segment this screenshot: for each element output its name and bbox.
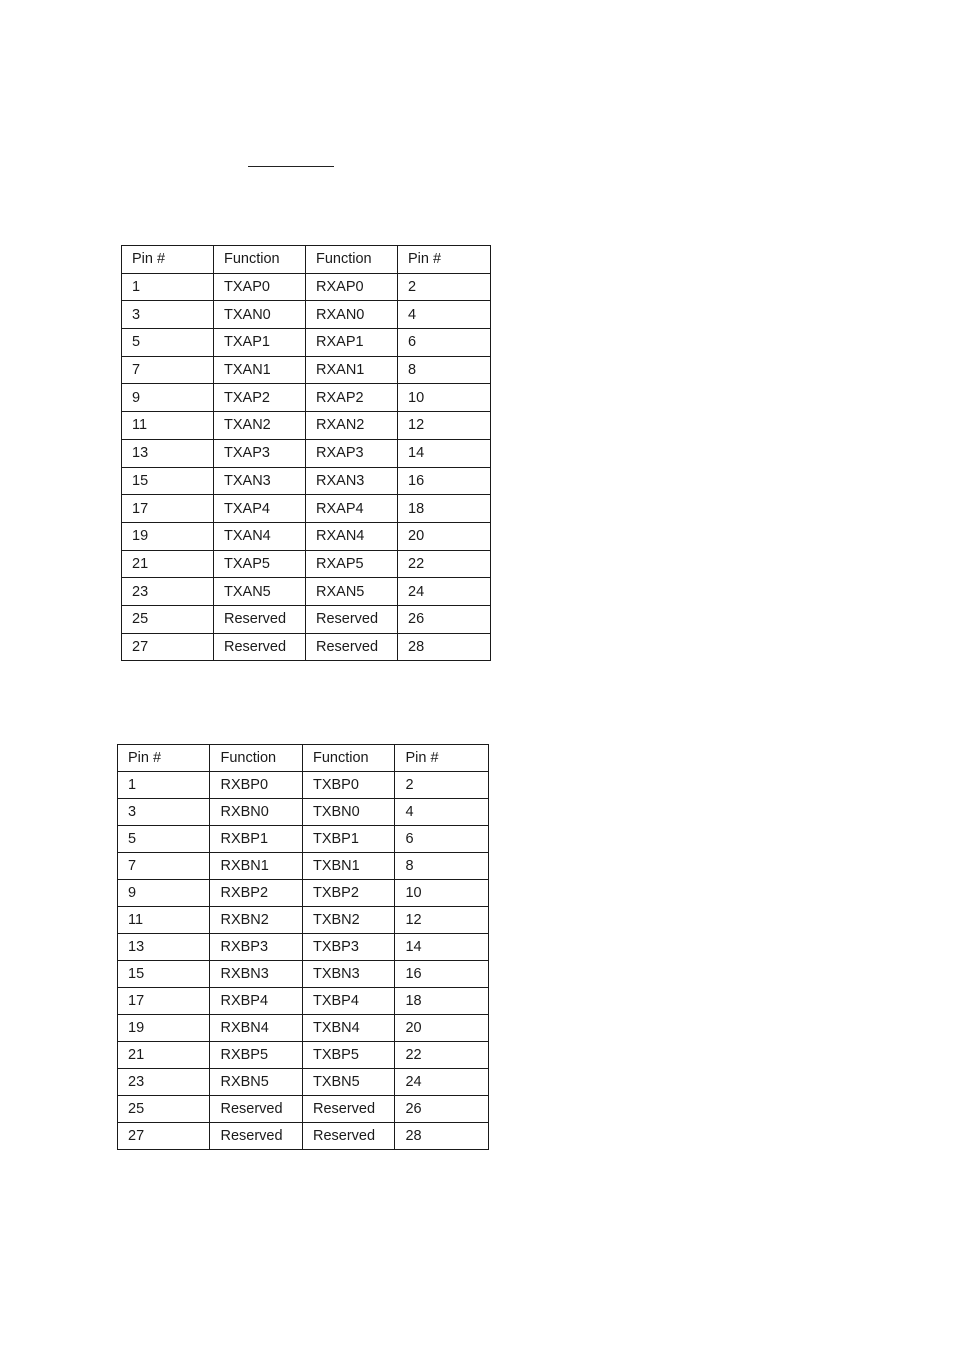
table-header-row xyxy=(122,246,491,274)
table-header-row xyxy=(118,745,489,772)
pin-number-cell: 25 xyxy=(122,605,214,633)
function-cell: RXBP0 xyxy=(210,772,302,799)
function-cell: RXAN5 xyxy=(306,578,398,606)
column-header: Pin # xyxy=(118,745,210,772)
table-row xyxy=(122,301,491,329)
table-row xyxy=(122,412,491,440)
pin-number-cell: 20 xyxy=(395,1015,489,1042)
column-header: Function xyxy=(210,745,302,772)
function-cell: RXBN1 xyxy=(210,853,302,880)
function-cell: RXAP2 xyxy=(306,384,398,412)
function-cell: TXAN1 xyxy=(214,356,306,384)
function-cell: RXAN2 xyxy=(306,412,398,440)
table-row xyxy=(122,467,491,495)
pin-number-cell: 7 xyxy=(122,356,214,384)
pin-number-cell: 24 xyxy=(398,578,491,606)
column-header: Pin # xyxy=(122,246,214,274)
pin-number-cell: 16 xyxy=(398,467,491,495)
column-header: Function xyxy=(214,246,306,274)
function-cell: TXBP0 xyxy=(302,772,394,799)
pin-number-cell: 1 xyxy=(122,273,214,301)
function-cell: TXAP3 xyxy=(214,439,306,467)
pin-number-cell: 8 xyxy=(398,356,491,384)
function-cell: RXBP3 xyxy=(210,934,302,961)
function-cell: RXBN2 xyxy=(210,907,302,934)
table-row xyxy=(118,907,489,934)
pin-number-cell: 12 xyxy=(395,907,489,934)
pin-number-cell: 20 xyxy=(398,522,491,550)
pin-table-a xyxy=(121,245,491,661)
column-header: Function xyxy=(306,246,398,274)
function-cell: TXBN1 xyxy=(302,853,394,880)
function-cell: RXBP1 xyxy=(210,826,302,853)
function-cell: Reserved xyxy=(302,1123,394,1150)
function-cell: TXAP1 xyxy=(214,329,306,357)
pin-number-cell: 14 xyxy=(395,934,489,961)
function-cell: RXBN4 xyxy=(210,1015,302,1042)
function-cell: Reserved xyxy=(214,605,306,633)
function-cell: TXBP3 xyxy=(302,934,394,961)
table-row xyxy=(122,356,491,384)
function-cell: RXBP5 xyxy=(210,1042,302,1069)
table-row xyxy=(122,384,491,412)
table-row xyxy=(118,1096,489,1123)
function-cell: RXAP0 xyxy=(306,273,398,301)
column-header: Pin # xyxy=(395,745,489,772)
function-cell: TXBN3 xyxy=(302,961,394,988)
pin-number-cell: 11 xyxy=(118,907,210,934)
function-cell: Reserved xyxy=(306,633,398,661)
pin-number-cell: 5 xyxy=(122,329,214,357)
function-cell: RXAP5 xyxy=(306,550,398,578)
pin-number-cell: 5 xyxy=(118,826,210,853)
pin-number-cell: 13 xyxy=(118,934,210,961)
pin-number-cell: 28 xyxy=(398,633,491,661)
function-cell: TXAN5 xyxy=(214,578,306,606)
pin-number-cell: 12 xyxy=(398,412,491,440)
table-row xyxy=(118,961,489,988)
function-cell: TXBN4 xyxy=(302,1015,394,1042)
table-row xyxy=(118,1042,489,1069)
pin-number-cell: 21 xyxy=(118,1042,210,1069)
pin-number-cell: 23 xyxy=(122,578,214,606)
function-cell: RXAN3 xyxy=(306,467,398,495)
pin-table-a-body xyxy=(122,246,491,661)
pin-number-cell: 23 xyxy=(118,1069,210,1096)
function-cell: TXBN5 xyxy=(302,1069,394,1096)
pin-number-cell: 8 xyxy=(395,853,489,880)
table-row xyxy=(118,799,489,826)
function-cell: TXAN3 xyxy=(214,467,306,495)
table-row xyxy=(122,273,491,301)
table-row xyxy=(122,522,491,550)
function-cell: TXAN0 xyxy=(214,301,306,329)
function-cell: Reserved xyxy=(210,1096,302,1123)
function-cell: RXAP1 xyxy=(306,329,398,357)
pin-number-cell: 26 xyxy=(398,605,491,633)
table-row xyxy=(122,495,491,523)
column-header: Function xyxy=(302,745,394,772)
table-row xyxy=(118,1015,489,1042)
function-cell: RXBN3 xyxy=(210,961,302,988)
pin-number-cell: 11 xyxy=(122,412,214,440)
function-cell: TXAN2 xyxy=(214,412,306,440)
function-cell: RXAN1 xyxy=(306,356,398,384)
table-row xyxy=(122,550,491,578)
function-cell: TXAP2 xyxy=(214,384,306,412)
heading-underline xyxy=(248,166,334,167)
function-cell: RXAN0 xyxy=(306,301,398,329)
table-row xyxy=(122,329,491,357)
function-cell: TXBP4 xyxy=(302,988,394,1015)
table-row xyxy=(118,772,489,799)
table-row xyxy=(118,853,489,880)
pin-number-cell: 27 xyxy=(122,633,214,661)
pin-table-b-body xyxy=(118,745,489,1150)
table-row xyxy=(118,1069,489,1096)
table-row xyxy=(122,633,491,661)
table-row xyxy=(118,1123,489,1150)
function-cell: Reserved xyxy=(214,633,306,661)
function-cell: RXBN5 xyxy=(210,1069,302,1096)
pin-number-cell: 27 xyxy=(118,1123,210,1150)
pin-number-cell: 2 xyxy=(395,772,489,799)
pin-number-cell: 19 xyxy=(122,522,214,550)
function-cell: TXBN2 xyxy=(302,907,394,934)
pin-number-cell: 22 xyxy=(395,1042,489,1069)
pin-number-cell: 1 xyxy=(118,772,210,799)
function-cell: RXBN0 xyxy=(210,799,302,826)
pin-number-cell: 18 xyxy=(395,988,489,1015)
pin-number-cell: 17 xyxy=(118,988,210,1015)
pin-number-cell: 14 xyxy=(398,439,491,467)
pin-number-cell: 6 xyxy=(398,329,491,357)
table-row xyxy=(118,880,489,907)
pin-number-cell: 2 xyxy=(398,273,491,301)
pin-number-cell: 26 xyxy=(395,1096,489,1123)
function-cell: RXAN4 xyxy=(306,522,398,550)
pin-number-cell: 7 xyxy=(118,853,210,880)
pin-number-cell: 18 xyxy=(398,495,491,523)
function-cell: RXAP4 xyxy=(306,495,398,523)
pin-number-cell: 3 xyxy=(118,799,210,826)
pin-number-cell: 13 xyxy=(122,439,214,467)
pin-number-cell: 4 xyxy=(398,301,491,329)
pin-number-cell: 9 xyxy=(118,880,210,907)
pin-table-b xyxy=(117,744,489,1150)
pin-number-cell: 4 xyxy=(395,799,489,826)
function-cell: TXAP5 xyxy=(214,550,306,578)
pin-number-cell: 15 xyxy=(118,961,210,988)
function-cell: Reserved xyxy=(306,605,398,633)
function-cell: TXAP0 xyxy=(214,273,306,301)
pin-number-cell: 10 xyxy=(395,880,489,907)
function-cell: Reserved xyxy=(302,1096,394,1123)
function-cell: RXBP2 xyxy=(210,880,302,907)
pin-number-cell: 10 xyxy=(398,384,491,412)
column-header: Pin # xyxy=(398,246,491,274)
table-row xyxy=(118,826,489,853)
pin-number-cell: 22 xyxy=(398,550,491,578)
function-cell: TXBP1 xyxy=(302,826,394,853)
function-cell: TXAP4 xyxy=(214,495,306,523)
pin-number-cell: 3 xyxy=(122,301,214,329)
function-cell: RXAP3 xyxy=(306,439,398,467)
table-row xyxy=(118,934,489,961)
function-cell: TXBP2 xyxy=(302,880,394,907)
pin-number-cell: 6 xyxy=(395,826,489,853)
table-row xyxy=(122,578,491,606)
pin-number-cell: 9 xyxy=(122,384,214,412)
function-cell: TXBP5 xyxy=(302,1042,394,1069)
pin-number-cell: 16 xyxy=(395,961,489,988)
table-row xyxy=(122,439,491,467)
function-cell: RXBP4 xyxy=(210,988,302,1015)
pin-number-cell: 19 xyxy=(118,1015,210,1042)
pin-number-cell: 24 xyxy=(395,1069,489,1096)
function-cell: TXAN4 xyxy=(214,522,306,550)
function-cell: Reserved xyxy=(210,1123,302,1150)
pin-number-cell: 17 xyxy=(122,495,214,523)
pin-number-cell: 25 xyxy=(118,1096,210,1123)
function-cell: TXBN0 xyxy=(302,799,394,826)
pin-number-cell: 28 xyxy=(395,1123,489,1150)
table-row xyxy=(122,605,491,633)
table-row xyxy=(118,988,489,1015)
pin-number-cell: 21 xyxy=(122,550,214,578)
pin-number-cell: 15 xyxy=(122,467,214,495)
